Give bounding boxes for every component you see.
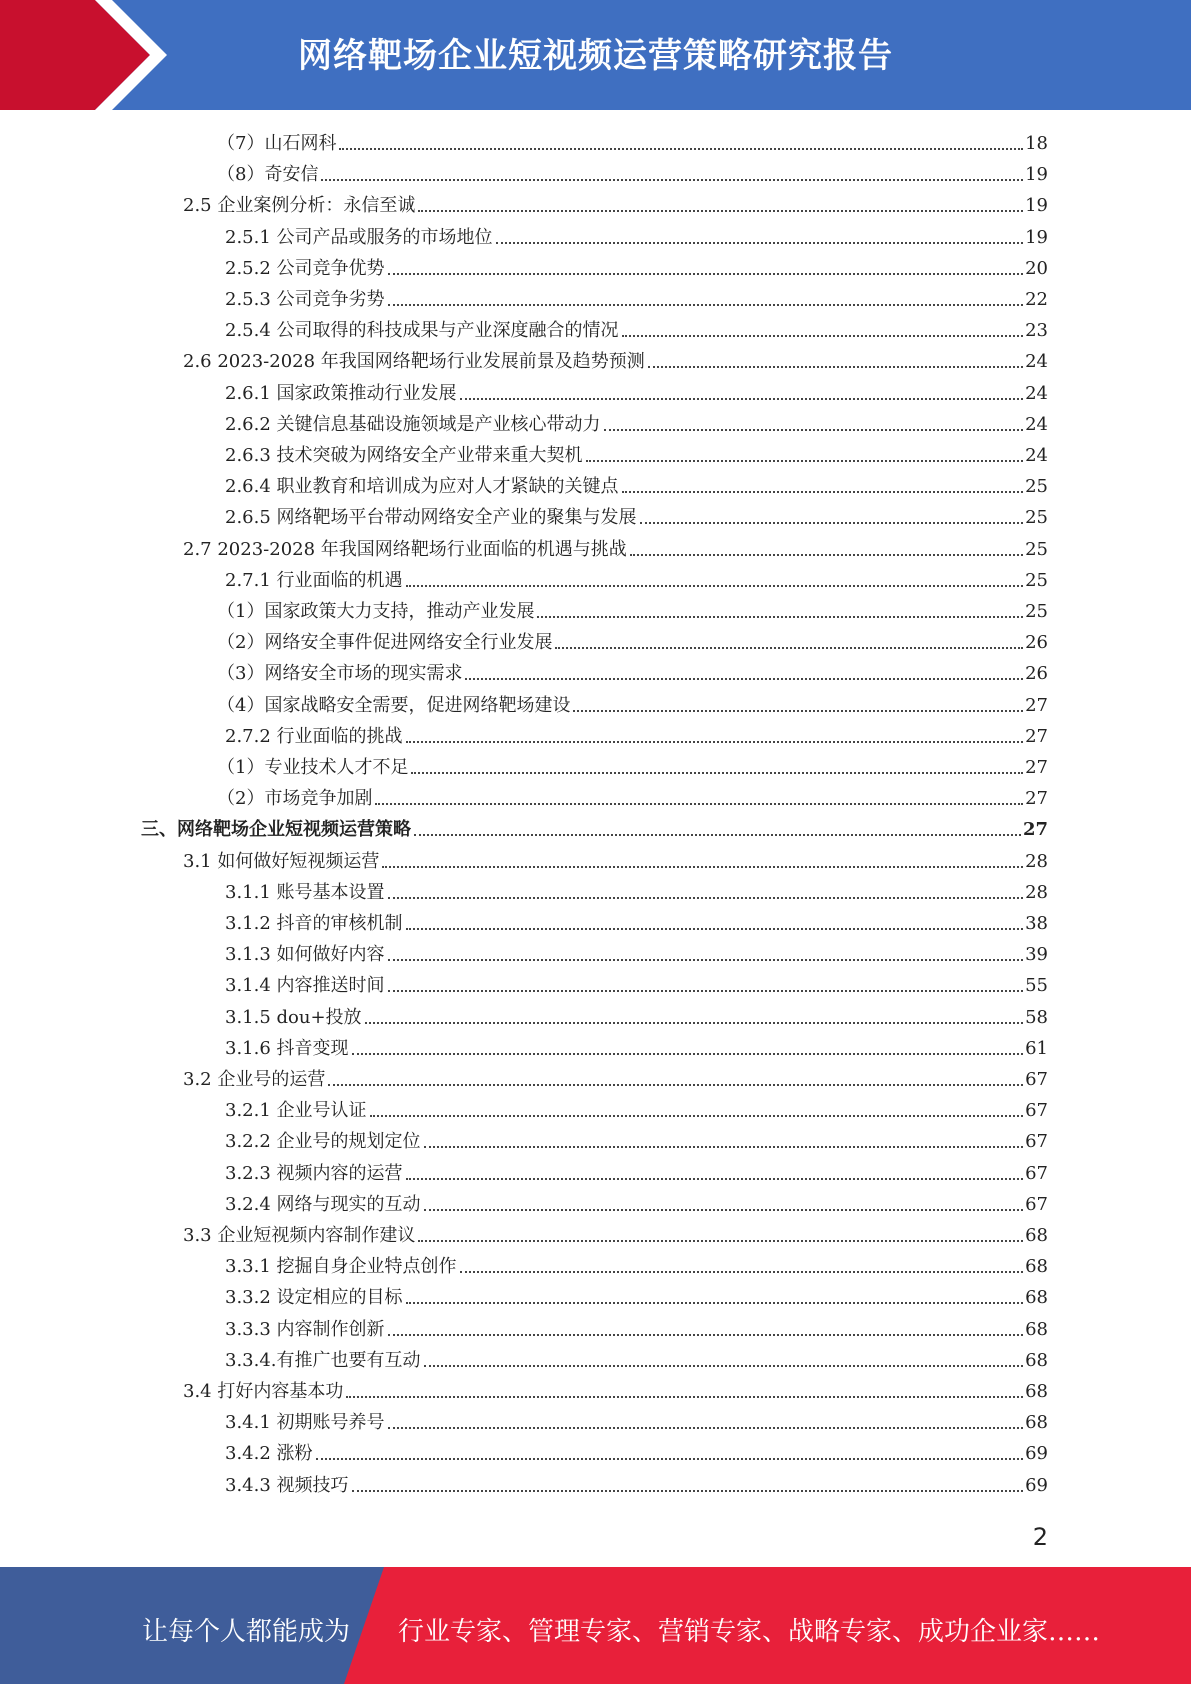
- toc-leader-dots: [365, 1022, 1024, 1024]
- toc-entry[interactable]: [225, 1188, 1048, 1216]
- toc-entry-title: 2.7.2 行业面临的挑战: [225, 725, 403, 747]
- toc-leader-dots: [537, 616, 1023, 618]
- toc-leader-dots: [352, 1053, 1024, 1055]
- toc-leader-dots: [418, 1240, 1023, 1242]
- toc-entry-title: 2.6.4 职业教育和培训成为应对人才紧缺的关键点: [225, 476, 619, 498]
- toc-leader-dots: [555, 647, 1023, 649]
- toc-entry-page: 39: [1025, 944, 1048, 966]
- toc-leader-dots: [388, 1427, 1024, 1429]
- toc-entry-page: 68: [1025, 1349, 1048, 1371]
- toc-entry-title: 2.6 2023-2028 年我国网络靶场行业发展前景及趋势预测: [183, 351, 645, 373]
- toc-entry[interactable]: [217, 751, 1048, 779]
- footer-slogan-left: 让每个人都能成为: [142, 1617, 351, 1647]
- toc-entry-title: 2.5.2 公司竞争优势: [225, 257, 385, 279]
- toc-entry[interactable]: [217, 626, 1048, 654]
- toc-leader-dots: [586, 460, 1024, 462]
- toc-entry-title: （3）网络安全市场的现实需求: [217, 663, 463, 685]
- toc-leader-dots: [640, 522, 1024, 524]
- toc-entry-title: 2.5.3 公司竞争劣势: [225, 289, 385, 310]
- toc-entry-page: 23: [1025, 320, 1048, 342]
- toc-leader-dots: [388, 1334, 1024, 1336]
- toc-entry-page: 27: [1025, 757, 1048, 778]
- toc-leader-dots: [370, 1115, 1024, 1117]
- toc-entry-page: 27: [1022, 819, 1048, 841]
- toc-leader-dots: [604, 429, 1024, 431]
- toc-entry-page: 68: [1025, 1225, 1048, 1246]
- toc-entry-title: 2.6.3 技术突破为网络安全产业带来重大契机: [225, 445, 583, 466]
- toc-entry-title: 3.3.3 内容制作创新: [225, 1318, 385, 1340]
- toc-entry-page: 28: [1025, 881, 1048, 903]
- toc-entry-title: 3.1.2 抖音的审核机制: [225, 913, 403, 934]
- toc-entry-title: （4）国家战略安全需要，促进网络靶场建设: [217, 694, 571, 716]
- toc-entry-title: 3.4.2 涨粉: [225, 1443, 313, 1465]
- toc-leader-dots: [352, 1490, 1024, 1492]
- toc-entry-page: 67: [1025, 1069, 1048, 1090]
- toc-entry-page: 26: [1025, 632, 1048, 654]
- toc-leader-dots: [406, 928, 1024, 930]
- toc-entry-title: 2.5 企业案例分析：永信至诚: [183, 195, 416, 217]
- toc-entry-page: 69: [1025, 1443, 1048, 1465]
- toc-entry-page: 19: [1025, 164, 1048, 186]
- toc-entry-page: 61: [1025, 1037, 1048, 1059]
- toc-entry-page: 27: [1025, 725, 1048, 747]
- toc-entry-page: 68: [1025, 1381, 1048, 1402]
- page-number: 2: [1032, 1523, 1048, 1551]
- toc-entry-title: 3.4 打好内容基本功: [183, 1381, 344, 1402]
- toc-entry-page: 68: [1025, 1256, 1048, 1278]
- toc-entry-title: （2）市场竞争加剧: [217, 788, 373, 810]
- toc-entry[interactable]: [225, 221, 1048, 249]
- page-footer: [0, 1567, 1191, 1684]
- toc-entry[interactable]: [225, 1125, 1048, 1153]
- toc-entry-title: 3.1.5 dou+投放: [225, 1006, 362, 1028]
- toc-entry-page: 24: [1025, 382, 1048, 404]
- toc-entry-page: 68: [1025, 1412, 1048, 1434]
- toc-leader-dots: [388, 273, 1024, 275]
- toc-entry-page: 22: [1025, 289, 1048, 310]
- footer-slogan-right: 行业专家、管理专家、营销专家、战略专家、成功企业家……: [398, 1617, 1101, 1647]
- toc-entry-title: 3.3.2 设定相应的目标: [225, 1287, 403, 1309]
- toc-entry-page: 24: [1025, 351, 1048, 373]
- toc-entry[interactable]: [225, 283, 1048, 311]
- toc-entry-title: （8）奇安信: [217, 164, 319, 186]
- toc-leader-dots: [630, 554, 1023, 556]
- toc-leader-dots: [316, 1458, 1024, 1460]
- toc-entry[interactable]: [225, 1032, 1048, 1060]
- toc-entry[interactable]: [183, 345, 1048, 373]
- toc-entry-title: 3.4.3 视频技巧: [225, 1474, 349, 1496]
- toc-entry-title: 2.6.5 网络靶场平台带动网络安全产业的聚集与发展: [225, 507, 637, 529]
- toc-entry[interactable]: [217, 689, 1048, 717]
- toc-entry-title: （1）国家政策大力支持，推动产业发展: [217, 601, 535, 622]
- toc-entry-page: 18: [1025, 133, 1048, 154]
- toc-entry[interactable]: [225, 938, 1048, 966]
- toc-leader-dots: [406, 741, 1024, 743]
- toc-entry-title: 三、网络靶场企业短视频运营策略: [141, 819, 411, 841]
- toc-leader-dots: [321, 179, 1023, 181]
- report-title: 网络靶场企业短视频运营策略研究报告: [298, 36, 893, 76]
- toc-entry-title: 2.7.1 行业面临的机遇: [225, 569, 403, 591]
- toc-entry-title: 3.3.1 挖掘自身企业特点创作: [225, 1256, 457, 1278]
- toc-entry[interactable]: [225, 1157, 1048, 1185]
- toc-entry-page: 25: [1025, 507, 1048, 529]
- toc-entry-page: 25: [1025, 601, 1048, 622]
- toc-entry[interactable]: [183, 1219, 1048, 1247]
- toc-entry-title: 2.6.2 关键信息基础设施领域是产业核心带动力: [225, 413, 601, 435]
- toc-entry-title: 3.2.1 企业号认证: [225, 1100, 367, 1122]
- toc-entry-page: 24: [1025, 413, 1048, 435]
- toc-entry[interactable]: [225, 907, 1048, 935]
- toc-entry-page: 27: [1025, 694, 1048, 716]
- toc-entry[interactable]: [183, 189, 1048, 217]
- toc-entry[interactable]: [225, 1250, 1048, 1278]
- toc-entry-title: （2）网络安全事件促进网络安全行业发展: [217, 632, 553, 654]
- toc-entry[interactable]: [225, 564, 1048, 592]
- toc-entry[interactable]: [225, 377, 1048, 405]
- toc-entry-title: 3.2 企业号的运营: [183, 1069, 326, 1090]
- toc-leader-dots: [406, 1302, 1024, 1304]
- toc-entry[interactable]: [141, 813, 1048, 841]
- toc-entry-page: 20: [1025, 257, 1048, 279]
- toc-entry-title: 2.6.1 国家政策推动行业发展: [225, 382, 457, 404]
- toc-entry-page: 25: [1025, 538, 1048, 560]
- toc-entry-title: （7）山石网科: [217, 133, 337, 154]
- toc-entry-page: 68: [1025, 1287, 1048, 1309]
- toc-leader-dots: [465, 678, 1023, 680]
- toc-entry-title: 3.3.4.有推广也要有互动: [225, 1349, 421, 1371]
- toc-entry-title: 3.2.2 企业号的规划定位: [225, 1131, 421, 1153]
- toc-leader-dots: [573, 710, 1023, 712]
- toc-entry-title: 3.2.4 网络与现实的互动: [225, 1193, 421, 1215]
- toc-leader-dots: [460, 1271, 1024, 1273]
- toc-entry[interactable]: [225, 1344, 1048, 1372]
- toc-leader-dots: [424, 1209, 1024, 1211]
- toc-entry-page: 67: [1025, 1100, 1048, 1122]
- toc-entry-title: 3.4.1 初期账号养号: [225, 1412, 385, 1434]
- toc-entry[interactable]: [217, 657, 1048, 685]
- toc-entry[interactable]: [183, 1375, 1048, 1403]
- toc-leader-dots: [648, 366, 1023, 368]
- toc-entry[interactable]: [225, 876, 1048, 904]
- toc-entry-title: 3.2.3 视频内容的运营: [225, 1162, 403, 1184]
- toc-entry-page: 67: [1025, 1131, 1048, 1153]
- toc-leader-dots: [346, 1396, 1023, 1398]
- toc-entry-page: 24: [1025, 445, 1048, 466]
- toc-entry-title: 3.1.4 内容推送时间: [225, 975, 385, 997]
- toc-entry-page: 67: [1025, 1193, 1048, 1215]
- toc-entry-page: 69: [1025, 1474, 1048, 1496]
- toc-entry[interactable]: [225, 1313, 1048, 1341]
- toc-entry-page: 58: [1025, 1006, 1048, 1028]
- toc-entry-page: 27: [1025, 788, 1048, 810]
- toc-entry[interactable]: [225, 470, 1048, 498]
- toc-leader-dots: [406, 1178, 1024, 1180]
- toc-leader-dots: [406, 585, 1024, 587]
- toc-entry-title: 3.1.1 账号基本设置: [225, 881, 385, 903]
- toc-entry-title: 2.5.4 公司取得的科技成果与产业深度融合的情况: [225, 320, 619, 342]
- toc-entry[interactable]: [225, 1281, 1048, 1309]
- toc-entry[interactable]: [225, 314, 1048, 342]
- toc-entry-page: 25: [1025, 569, 1048, 591]
- toc-entry[interactable]: [225, 408, 1048, 436]
- toc-leader-dots: [622, 335, 1024, 337]
- toc-leader-dots: [460, 398, 1024, 400]
- toc-entry[interactable]: [225, 439, 1048, 467]
- toc-entry-page: 38: [1025, 913, 1048, 934]
- page-header: [0, 0, 1191, 110]
- toc-entry[interactable]: [217, 158, 1048, 186]
- toc-leader-dots: [414, 834, 1021, 836]
- toc-entry[interactable]: [225, 1406, 1048, 1434]
- toc-leader-dots: [424, 1146, 1024, 1148]
- toc-leader-dots: [388, 897, 1024, 899]
- toc-entry[interactable]: [217, 595, 1048, 623]
- toc-entry-title: 2.5.1 公司产品或服务的市场地位: [225, 226, 493, 248]
- toc-entry-page: 67: [1025, 1162, 1048, 1184]
- toc-leader-dots: [411, 772, 1023, 774]
- toc-leader-dots: [388, 959, 1024, 961]
- toc-entry[interactable]: [183, 1063, 1048, 1091]
- toc-entry-page: 19: [1025, 195, 1048, 217]
- toc-entry-title: 3.1.6 抖音变现: [225, 1037, 349, 1059]
- toc-entry[interactable]: [225, 501, 1048, 529]
- toc-entry-page: 55: [1025, 975, 1048, 997]
- toc-leader-dots: [496, 242, 1024, 244]
- toc-leader-dots: [328, 1084, 1023, 1086]
- toc-entry[interactable]: [225, 1469, 1048, 1497]
- toc-entry-page: 19: [1025, 226, 1048, 248]
- toc-entry[interactable]: [225, 252, 1048, 280]
- toc-entry-title: 2.7 2023-2028 年我国网络靶场行业面临的机遇与挑战: [183, 538, 627, 560]
- toc-leader-dots: [382, 866, 1023, 868]
- toc-leader-dots: [424, 1365, 1024, 1367]
- toc-leader-dots: [418, 210, 1023, 212]
- toc-entry[interactable]: [217, 127, 1048, 155]
- toc-entry-title: 3.1 如何做好短视频运营: [183, 850, 380, 872]
- toc-entry[interactable]: [225, 1437, 1048, 1465]
- toc-entry-title: 3.1.3 如何做好内容: [225, 944, 385, 966]
- toc-entry-page: 26: [1025, 663, 1048, 685]
- toc-leader-dots: [339, 148, 1023, 150]
- toc-leader-dots: [388, 304, 1024, 306]
- toc-leader-dots: [388, 990, 1024, 992]
- toc-entry[interactable]: [225, 1094, 1048, 1122]
- toc-leader-dots: [375, 803, 1023, 805]
- toc-entry[interactable]: [217, 782, 1048, 810]
- toc-entry[interactable]: [225, 720, 1048, 748]
- toc-entry-page: 28: [1025, 850, 1048, 872]
- toc-entry[interactable]: [183, 533, 1048, 561]
- toc-entry-title: （1）专业技术人才不足: [217, 757, 409, 778]
- toc-entry[interactable]: [225, 1001, 1048, 1029]
- toc-entry-page: 68: [1025, 1318, 1048, 1340]
- toc-entry-page: 25: [1025, 476, 1048, 498]
- toc-leader-dots: [622, 491, 1024, 493]
- toc-entry[interactable]: [225, 969, 1048, 997]
- toc-entry[interactable]: [183, 845, 1048, 873]
- toc-entry-title: 3.3 企业短视频内容制作建议: [183, 1225, 416, 1246]
